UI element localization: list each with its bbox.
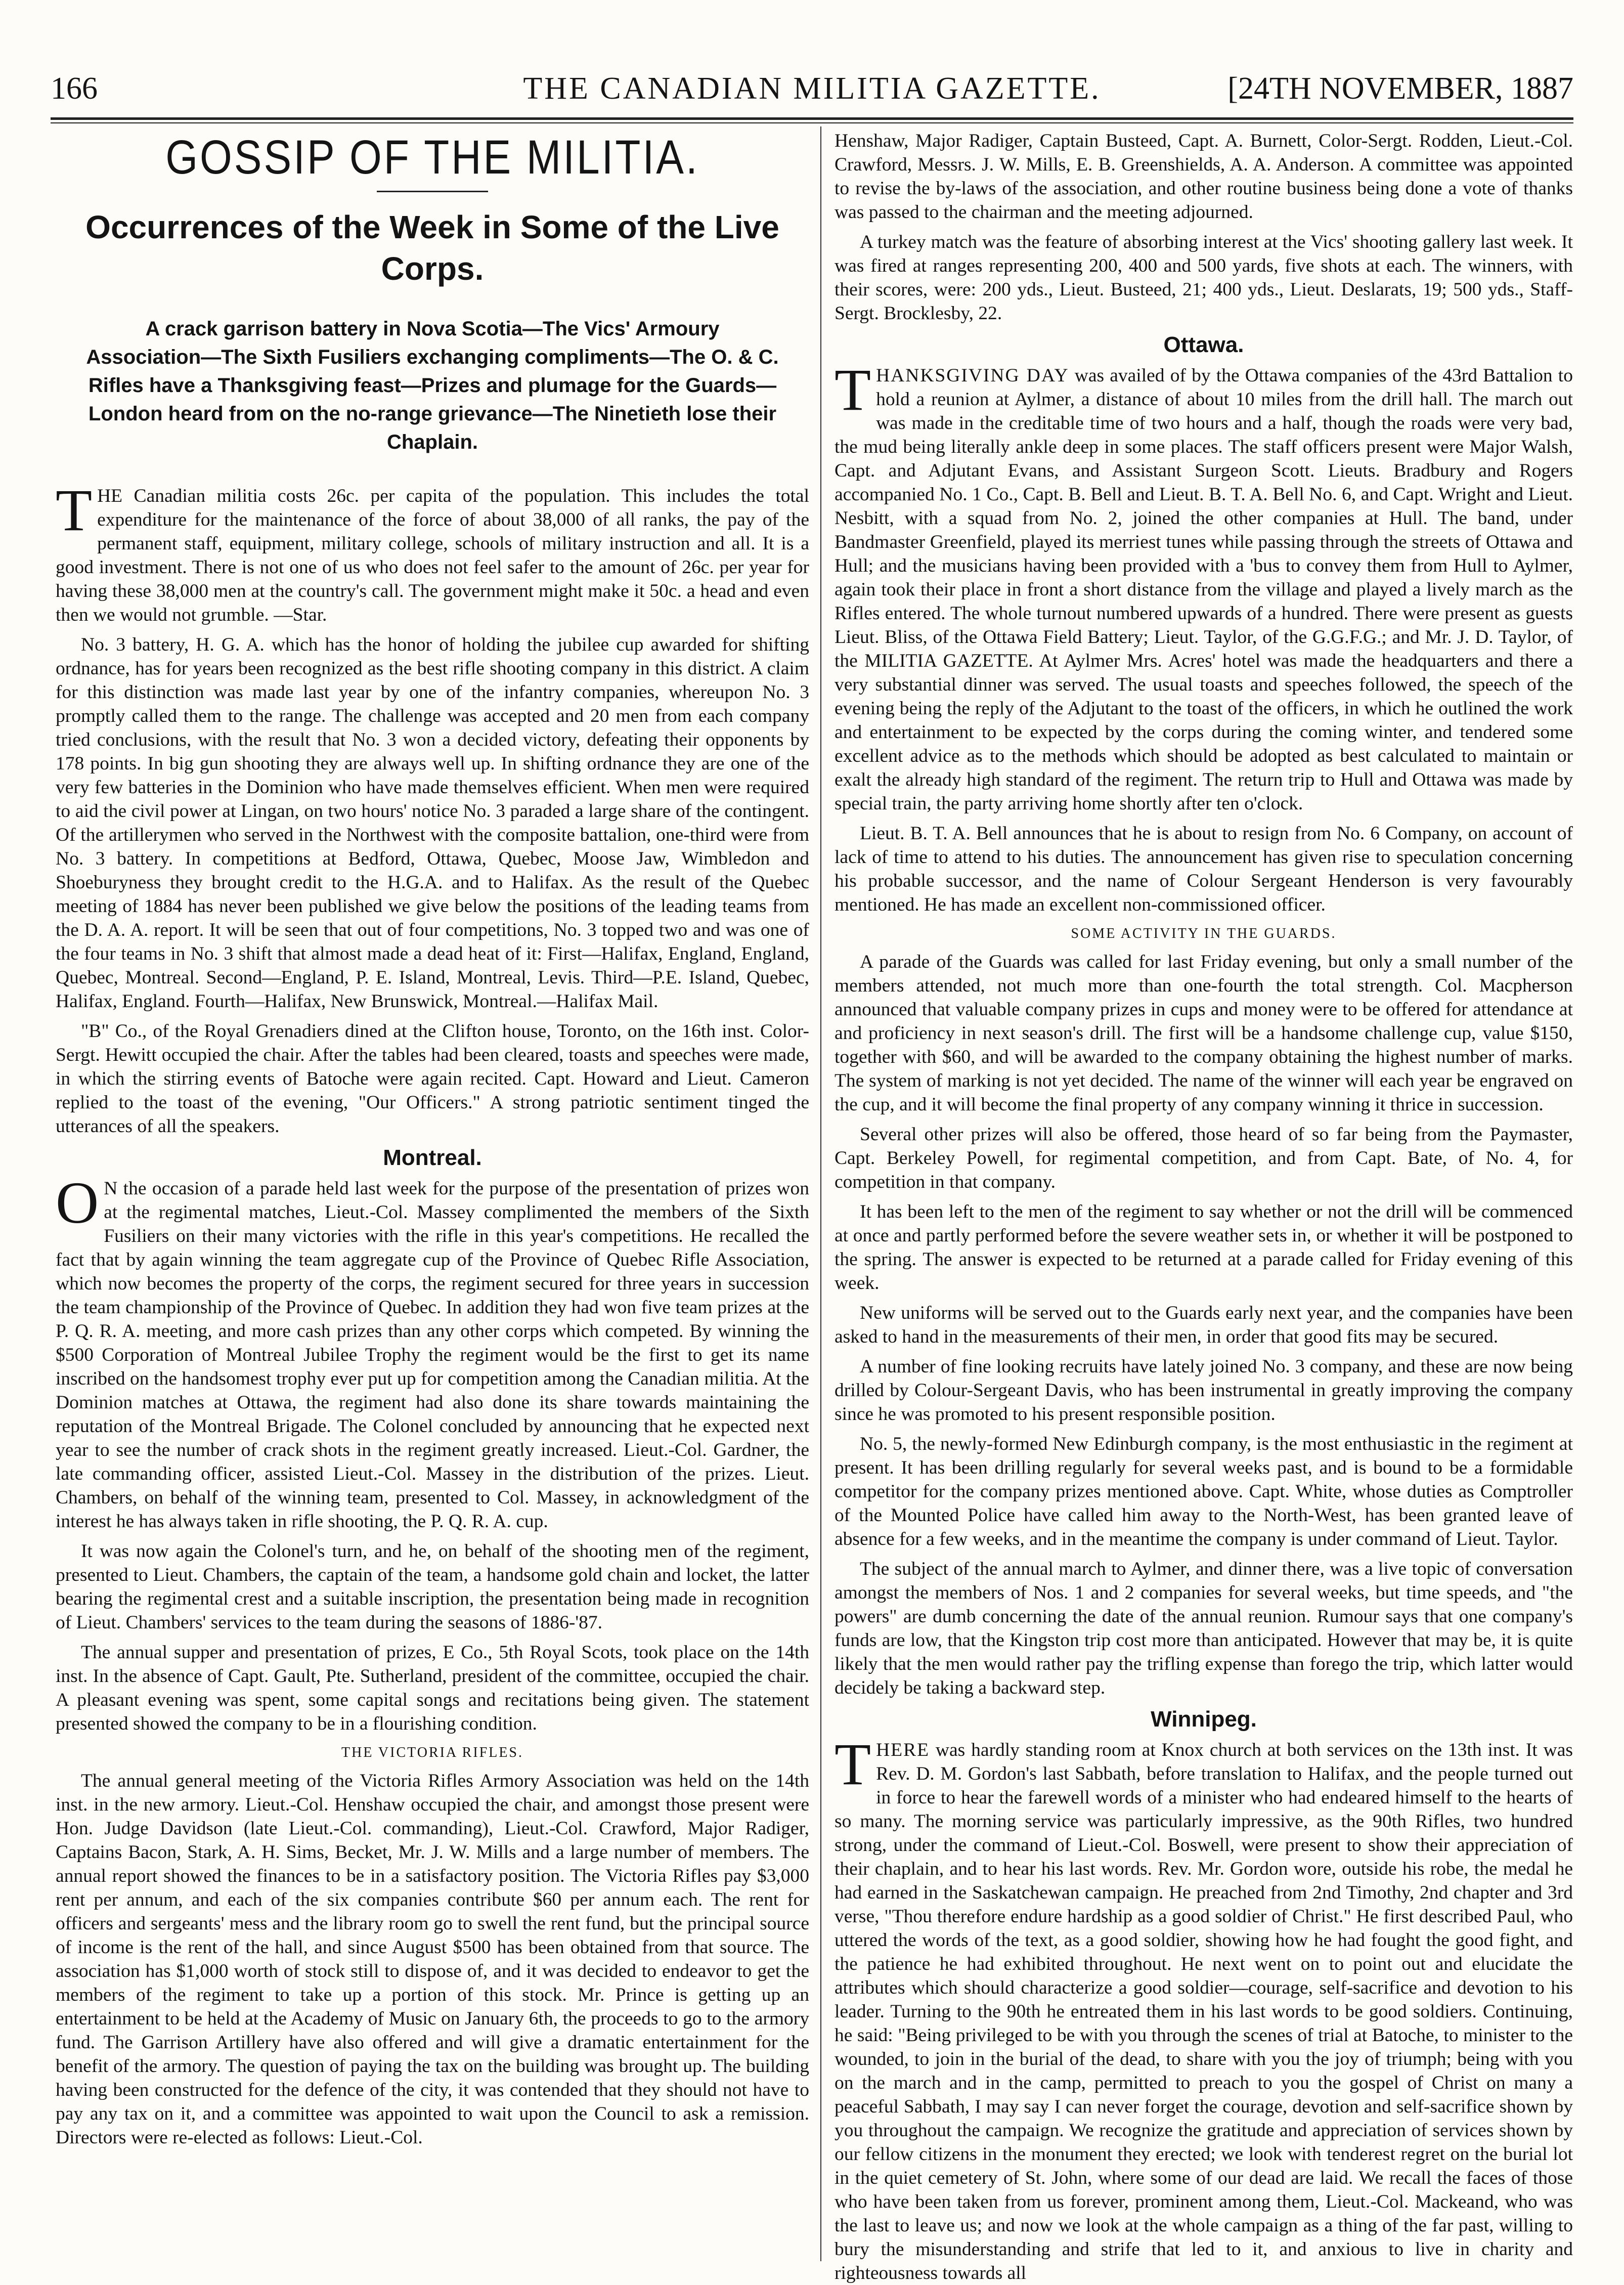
drop-cap: T [835,357,871,423]
winnipeg-heading: Winnipeg. [1151,1707,1257,1732]
publication-title: THE CANADIAN MILITIA GAZETTE. [523,71,1101,106]
intro-text: HE Canadian militia costs 26c. per capita of the population. This includes the total expenditure for the maintenance of the force of about 38,000 of all ranks, the pay of the permanent staff, equipment, military college, schools of military instruction and all. It is a good investment. There is not one of us who does not feel safer to the amount of 26c. per year for having these 38,000 men at the country's call. The government might make it 50c. a head and even then we would not grumble. —Star. [56,486,809,625]
page-header [51,61,1573,116]
montreal-paragraph-2: It was now again the Colonel's turn, and he, on behalf of the shooting men of the regiment, presented to Lieut. Chambers, the captain of the team, a handsome gold chain and locket, the latter bearing the regimental crest and a suitable inscription, the presentation being made in recognition of Lieut. Chambers' services to the team during the seasons of 1886-'87. [56,1541,809,1633]
guards-paragraph-3: It has been left to the men of the regiment to say whether or not the drill will be commenced at once and partly performed before the severe weather sets in, or whether it will be postponed to the spring. The answer is expected to be returned at a parade called for Friday evening of this week. [835,1201,1573,1294]
grenadiers-paragraph: "B" Co., of the Royal Grenadiers dined at the Clifton house, Toronto, on the 16th inst. Color-Sergt. Hewitt occupied the chair. After the tables had been cleared, toasts and speeches were made, in which the stirring events of Batoche were again recited. Capt. Howard and Lieut. Cameron replied to the toast of the evening, "Our Officers." A strong patriotic sentiment tinged the utterances of all the speakers. [56,1021,809,1137]
intro-paragraph [56,477,809,627]
right-column [835,129,1573,2283]
montreal-heading: Montreal. [383,1145,482,1170]
lead-words: HERE [876,1740,930,1760]
header-rule [51,117,1573,120]
guards-paragraph-5: A number of fine looking recruits have lately joined No. 3 company, and these are now being drilled by Colour-Sergeant Davis, who has been instrumental in greatly improving the company since he was promoted to his present responsible position. [835,1356,1573,1425]
issue-date: [24TH NOVEMBER, 1887 [1227,71,1573,106]
column-divider [820,126,821,2261]
guards-paragraph-7: The subject of the annual march to Aylmer, and dinner there, was a live topic of conversation amongst the members of Nos. 1 and 2 companies for several weeks, but time speeds, and "the powers" are dumb concerning the date of the annual reunion. Rumour says that one company's funds are low, that the Kingston trip cost more than anticipated. However that may be, it is quite likely that the men would rather pay the trifling expense than forego the trip, which latter would decidely be taking a backward step. [835,1559,1573,1698]
article-title: GOSSIP OF THE MILITIA. [165,131,699,184]
guards-paragraph-6: No. 5, the newly-formed New Edinburgh company, is the most enthusiastic in the regiment at present. It has been drilling regularly for several weeks past, and is bound to be a formidable competitor for the company prizes mentioned above. Capt. White, whose duties as Comptroller of the Mounted Police have called him away to the North-West, has been granted leave of absence for a few weeks, and in the meantime the company is under command of Lieut. Taylor. [835,1434,1573,1549]
montreal-text-1: N the occasion of a parade held last week for the purpose of the presentation of prizes won at the regimental matches, Lieut.-Col. Massey complimented the members of the Sixth Fusiliers on their many victories with the rifle in this year's competitions. He recalled the fact that by again winning the team aggregate cup of the Province of Quebec Rifle Association, which now becomes the property of the corps, the regiment secured for three years in succession the team championship of the Province of Quebec. In addition they had won five team prizes at the P. Q. R. A. meeting, and more cash prizes than any other corps which competed. By winning the $500 Corporation of Montreal Jubilee Trophy the regiment would be the first to get its name inscribed on the handsomest trophy ever put up for competition among the Canadian militia. At the Dominion matches at Ottawa, the regiment had also done its share towards maintaining the reputation of the Montreal Brigade. The Colonel concluded by announcing that he expected next year to see the number of crack shots in the regiment greatly increased. Lieut.-Col. Gardner, the late commanding officer, assisted Lieut.-Col. Massey in the distribution of the prizes. Lieut. Chambers, on behalf of the winning team, presented to Col. Massey, in acknowledgment of the interest he has always taken in rifle shooting, the P. Q. R. A. cup. [56,1178,809,1532]
header-rule-thin [51,122,1573,123]
montreal-paragraph-3: The annual supper and presentation of prizes, E Co., 5th Royal Scots, took place on the 14th inst. In the absence of Capt. Gault, Pte. Sutherland, president of the committee, occupied the chair. A pleasant evening was spent, some capital songs and recitations being given. The statement presented showed the company to be in a flourishing condition. [56,1642,809,1734]
montreal-paragraph-1 [56,1170,809,1533]
ottawa-text-1: was availed of by the Ottawa companies of the 43rd Battalion to hold a reunion at Aylmer, a distance of about 10 miles from the drill hall. The march out was made in the creditable time of two hours and a half, though the roads were very bad, the mud being literally ankle deep in some places. The staff officers present were Major Walsh, Capt. and Adjutant Evans, and Assistant Surgeon Scott. Lieuts. Bradbury and Rogers accompanied No. 1 Co., Capt. B. Bell and Lieut. B. T. A. Bell No. 6, and Capt. Wright and Lieut. Nesbitt, with a squad from No. 2, joined the other companies at Hull. The band, under Bandmaster Greenfield, played its merriest tunes while passing through the streets of Ottawa and Hull; and the musicians having been provided with a 'bus to convey them from Hull to Aylmer, again took their place in front a short distance from the village and played a lively march as the Rifles entered. The whole turnout numbered upwards of a hundred. There were present as guests Lieut. Bliss, of the Ottawa Field Battery; Lieut. Taylor, of the G.G.F.G.; and Mr. J. D. Taylor, of the MILITIA GAZETTE. At Aylmer Mrs. Acres' hotel was made the headquarters and there a very substantial dinner was served. The usual toasts and speeches followed, the speech of the evening being the reply of the Adjutant to the toast of the officers, in which he outlined the work and entertainment to be expected by the corps during the coming winter, and tendered some excellent advice as to the methods which should be adopted as best calculated to maintain or exalt the already high standard of the regiment. The return trip to Hull and Ottawa was made by special train, the party arriving home shortly after ten o'clock. [835,365,1573,814]
victoria-paragraph-1: The annual general meeting of the Victoria Rifles Armory Association was held on the 14th inst. in the new armory. Lieut.-Col. Henshaw occupied the chair, and amongst those present were Hon. Judge Davidson (late Lieut.-Col. commanding), Lieut.-Col. Crawford, Major Radiger, Captains Bacon, Stark, A. H. Sims, Becket, Mr. J. W. Mills and a large number of members. The annual report showed the finances to be in a satisfactory position. The Victoria Rifles pay $3,000 rent per annum, and each of the six companies contribute $60 per annum each. The rent for officers and sergeants' mess and the library room go to swell the rent fund, but the principal source of income is the rent of the hall, and since August $500 has been obtained from that source. The association has $1,000 worth of stock still to dispose of, and it was decided to endeavor to get the members of the regiment to take up a portion of this stock. Mr. Prince is getting up an entertainment to be held at the Academy of Music on January 6th, the proceeds to go to the armory fund. The Garrison Artillery have also offered and will give a dramatic entertainment for the benefit of the armory. The question of paying the tax on the building was brought up. The building having been constructed for the defence of the city, it was contended that they should not have to pay any tax on it, and a committee was appointed to wait upon the Council to ask a remission. Directors were re-elected as follows: Lieut.-Col. [56,1771,809,2148]
title-divider [377,191,488,192]
winnipeg-text-1: was hardly standing room at Knox church at both services on the 13th inst. It was Rev. D. M. Gordon's last Sabbath, before translation to Halifax, and the people turned out in force to hear the farewell words of a minister who had endeared himself to the hearts of so many. The morning service was particularly impressive, as the 90th Rifles, two hundred strong, under the command of Lieut.-Col. Boswell, were present to show their appreciation of their chaplain, and to hear his last words. Rev. Mr. Gordon wore, outside his robe, the medal he had earned in the Saskatchewan campaign. He preached from 2nd Timothy, 2nd chapter and 3rd verse, "Thou therefore endure hardship as a good soldier of Christ." He first described Paul, who uttered the words of the text, as a good soldier, showing how he had fought the good fight, and the patience he had exhibited throughout. He next went on to point out and elucidate the attributes which should characterize a good soldier—courage, self-sacrifice and devotion to his leader. Turning to the 90th he entreated them in his last words to be good soldiers. Continuing, he said: "Being privileged to be with you through the scenes of trial at Batoche, to minister to the wounded, to join in the burial of the dead, to share with you the joy of triumph; being with you on the march and in the camp, permitted to preach to you the gospel of Christ on many a peaceful Sabbath, I may say I can never forget the courage, devotion and self-sacrifice shown by you throughout the campaign. We recognize the gratitude and appreciation of services shown by our fellow citizens in the monument they erected; we look with tenderest regret on the burial lot in the quiet cemetery of St. John, where some of our dead are laid. We recall the faces of those who have been taken from us forever, prominent among them, Lieut.-Col. Mackeand, who was the last to leave us; and now we look at the whole campaign as a thing of the far past, willing to bury the misunderstanding and strife that led to it, and anxious to live in charity and righteousness towards all [835,1740,1573,2283]
victoria-rifles-heading: THE VICTORIA RIFLES. [341,1745,523,1760]
guards-paragraph-2: Several other prizes will also be offered, those heard of so far being from the Paymaster, Capt. Berkeley Powell, for regimental competition, and from Capt. Bate, of No. 4, for competition in that company. [835,1124,1573,1192]
guards-paragraph-4: New uniforms will be served out to the Guards early next year, and the companies have been asked to hand in the measurements of their men, in order that good fits may be secured. [835,1303,1573,1347]
drop-cap: T [56,477,93,543]
directors-paragraph: Henshaw, Major Radiger, Captain Busteed, Capt. A. Burnett, Color-Sergt. Rodden, Lieut.-Col. Crawford, Messrs. J. W. Mills, E. B. Greenshields, A. A. Anderson. A committee was appointed to revise the by-laws of the association, and other routine business being done a vote of thanks was passed to the chairman and the meeting adjourned. [835,131,1573,223]
lead-words: HANKSGIVING DAY [876,365,1069,386]
guards-heading: SOME ACTIVITY IN THE GUARDS. [1071,926,1337,941]
ottawa-heading: Ottawa. [1163,332,1244,357]
drop-cap: O [56,1170,99,1236]
left-column [56,129,809,2254]
battery-paragraph: No. 3 battery, H. G. A. which has the honor of holding the jubilee cup awarded for shifting ordnance, has for years been recognized as the best rifle shooting company in this district. A claim for this distinction was made last year by one of the infantry companies, whereupon No. 3 promptly called them to the range. The challenge was accepted and 20 men from each company tried conclusions, with the result that No. 3 won a decided victory, defeating their opponents by 178 points. In big gun shooting they are always well up. In shifting ordnance they are one of the very few batteries in the Dominion who have made themselves efficient. When men were required to aid the civil power at Lingan, on two hours' notice No. 3 paraded a large share of the contingent. Of the artillerymen who served in the Northwest with the composite battalion, one-third were from No. 3 battery. In competitions at Bedford, Ottawa, Quebec, Moose Jaw, Wimbledon and Shoeburyness they brought credit to the H.G.A. and to Halifax. As the result of the Quebec meeting of 1884 has never been published we give below the positions of the leading teams from the D. A. A. report. It will be seen that out of four competitions, No. 3 topped two and was one of the four teams in No. 3 shift that almost made a dead heat of it: First—Halifax, England, England, Quebec, Montreal. Second—England, P. E. Island, Montreal, Levis. Third—P.E. Island, Quebec, Halifax, England. Fourth—Halifax, New Brunswick, Montreal.—Halifax Mail. [56,634,809,1012]
ottawa-paragraph-2: Lieut. B. T. A. Bell announces that he is about to resign from No. 6 Company, on account of lack of time to attend to his duties. The announcement has given rise to speculation concerning his probable successor, and the name of Colour Sergeant Henderson is very favourably mentioned. He has made an excellent non-commissioned officer. [835,823,1573,915]
article-subtitle: Occurrences of the Week in Some of the Live Corps. [85,209,779,287]
page-number: 166 [51,71,98,106]
turkey-match-paragraph: A turkey match was the feature of absorbing interest at the Vics' shooting gallery last week. It was fired at ranges representing 200, 400 and 500 yards, five shots at each. The winners, with their scores, were: 200 yds., Lieut. Busteed, 21; 400 yds., Lieut. Deslarats, 19; 500 yds., Staff-Sergt. Brocklesby, 22. [835,232,1573,324]
drop-cap: T [835,1731,871,1797]
winnipeg-paragraph-1 [835,1731,1573,2285]
ottawa-paragraph-1 [835,357,1573,815]
article-summary: A crack garrison battery in Nova Scotia—The Vics' Armoury Association—The Sixth Fusiliers exchanging compliments—The O. & C. Rifles have a Thanksgiving feast—Prizes and plumage for the Guards—London heard from on the no-range grievance—The Ninetieth lose their Chaplain. [86,318,779,453]
guards-paragraph-1: A parade of the Guards was called for last Friday evening, but only a small number of the members attended, not much more than one-fourth the total strength. Col. Macpherson announced that valuable company prizes in cups and money were to be offered for attendance at and proficiency in next season's drill. The first will be a handsome challenge cup, value $150, together with $60, and will be awarded to the company obtaining the highest number of marks. The system of marking is not yet decided. The name of the winner will each year be engraved on the cup, and it will become the final property of any company winning it thrice in succession. [835,952,1573,1115]
